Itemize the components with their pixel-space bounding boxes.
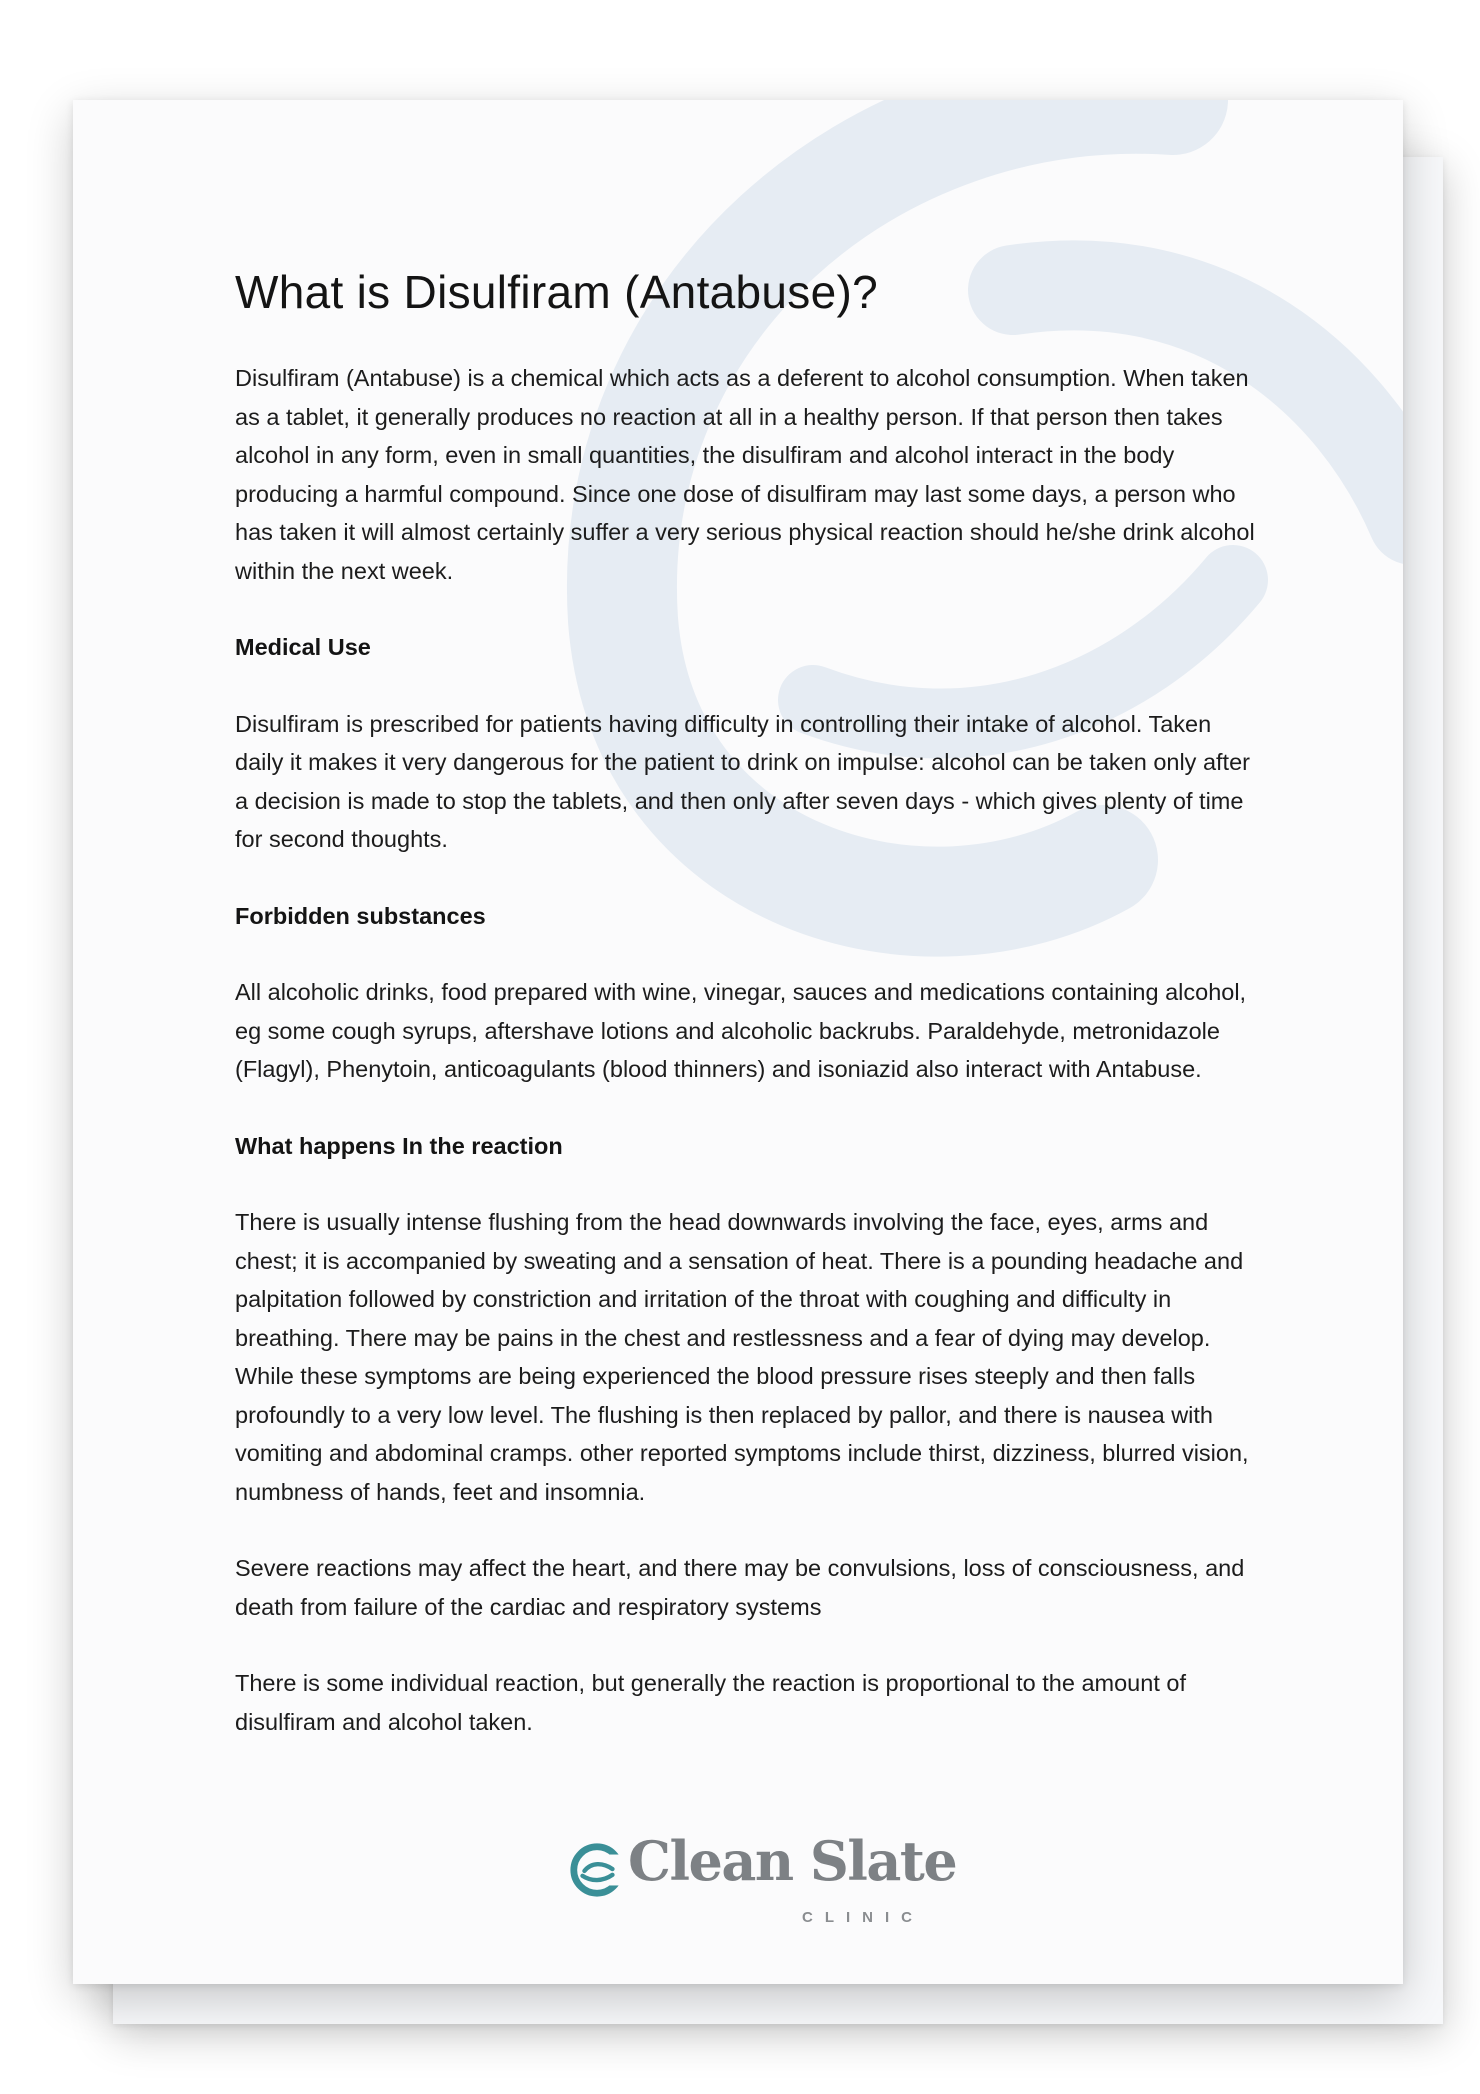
section-heading-medical-use: Medical Use — [235, 634, 371, 660]
forbidden-substances-paragraph: All alcoholic drinks, food prepared with wine, vinegar, sauces and medications containing alcohol, eg some cough syrups, aftershave lotions and alcoholic backrubs. Paraldehyde, metronidazole (Flagyl), Phenytoin, anticoagulants (blood thinners) and isoniazid also interact with Antabuse. — [235, 979, 1247, 1082]
reaction-paragraph-2: Severe reactions may affect the heart, and there may be convulsions, loss of consciousness, and death from failure of the cardiac and respiratory systems — [235, 1555, 1245, 1620]
medical-use-paragraph: Disulfiram is prescribed for patients having difficulty in controlling their intake of alcohol. Taken daily it makes it very dangerous for the patient to drink on impulse: alcohol can be taken only after a decision is made to stop the tablets, and then only after seven days - which gives plenty of time for second thoughts. — [235, 710, 1250, 852]
section-heading-forbidden-substances: Forbidden substances — [235, 902, 486, 929]
clean-slate-logo-icon — [568, 1841, 626, 1899]
clean-slate-logo — [568, 1829, 968, 1945]
logo-subtitle: CLINIC — [802, 1909, 924, 1926]
section-heading-reaction: What happens In the reaction — [235, 1132, 563, 1159]
document-content — [235, 265, 1255, 1779]
logo-wordmark: Clean Slate — [628, 1829, 957, 1893]
intro-paragraph: Disulfiram (Antabuse) is a chemical which acts as a deferent to alcohol consumption. When taken as a tablet, it generally produces no reaction at all in a healthy person. If that person then takes alcohol in any form, even in small quantities, the disulfiram and alcohol interact in the body producing a harmful compound. Since one dose of disulfiram may last some days, a person who has taken it will almost certainly suffer a very serious physical reaction should he/she drink alcohol within the next week. — [235, 365, 1255, 584]
reaction-paragraph-1: There is usually intense flushing from the head downwards involving the face, eyes, arms and chest; it is accompanied by sweating and a sensation of heat. There is a pounding headache and palpitation followed by constriction and irritation of the throat with coughing and difficulty in breathing. There may be pains in the chest and restlessness and a fear of dying may develop. While these symptoms are being experienced the blood pressure rises steeply and then falls profoundly to a very low level. The flushing is then replaced by pallor, and there is nausea with vomiting and abdominal cramps. other reported symptoms include thirst, dizziness, blurred vision, numbness of hands, feet and insomnia. — [235, 1209, 1249, 1505]
reaction-paragraph-3: There is some individual reaction, but generally the reaction is proportional to the amount of disulfiram and alcohol taken. — [235, 1670, 1186, 1735]
document-page — [73, 100, 1403, 1984]
page-title: What is Disulfiram (Antabuse)? — [235, 266, 878, 318]
